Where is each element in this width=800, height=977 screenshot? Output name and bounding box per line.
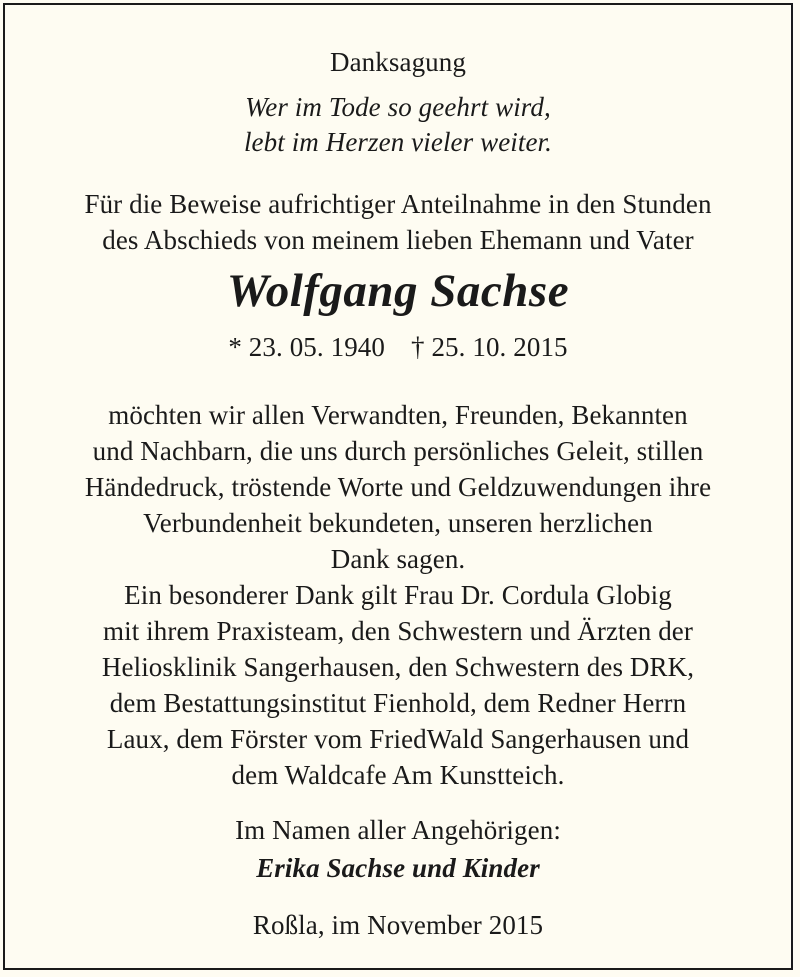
motto-line-2: lebt im Herzen vieler weiter. bbox=[243, 127, 553, 157]
body-line: Laux, dem Förster vom FriedWald Sangerhausen und bbox=[106, 724, 690, 754]
motto-line-1: Wer im Tode so geehrt wird, bbox=[245, 92, 551, 122]
body-line: Verbundenheit bekundeten, unseren herzlichen bbox=[143, 508, 653, 538]
place-date: Roßla, im November 2015 bbox=[252, 910, 544, 940]
body-line: und Nachbarn, die uns durch persönliches Geleit, stillen bbox=[92, 436, 704, 466]
body-line: möchten wir allen Verwandten, Freunden, Bekannten bbox=[108, 400, 688, 430]
body-line: dem Waldcafe Am Kunstteich. bbox=[231, 760, 565, 790]
birth-date: * 23. 05. 1940 bbox=[228, 332, 385, 362]
death-date: † 25. 10. 2015 bbox=[411, 332, 568, 362]
deceased-name: Wolfgang Sachse bbox=[226, 265, 570, 317]
signoff: Im Namen aller Angehörigen: bbox=[235, 815, 561, 845]
life-dates bbox=[5, 330, 791, 364]
signatories: Erika Sachse und Kinder bbox=[256, 853, 540, 883]
body-line: dem Bestattungsinstitut Fienhold, dem Redner Herrn bbox=[109, 688, 687, 718]
intro-line-2: des Abschieds von meinem lieben Ehemann und Vater bbox=[102, 225, 694, 255]
obituary-card bbox=[3, 3, 793, 970]
body-line: Heliosklinik Sangerhausen, den Schwestern des DRK, bbox=[101, 652, 695, 682]
body-line: Händedruck, tröstende Worte und Geldzuwendungen ihre bbox=[84, 472, 712, 502]
body-line: mit ihrem Praxisteam, den Schwestern und Ärzten der bbox=[103, 616, 693, 646]
heading: Danksagung bbox=[330, 47, 466, 77]
intro-line-1: Für die Beweise aufrichtiger Anteilnahme in den Stunden bbox=[84, 189, 712, 219]
body-line: Ein besonderer Dank gilt Frau Dr. Cordula Globig bbox=[124, 580, 672, 610]
body-line: Dank sagen. bbox=[330, 544, 466, 574]
